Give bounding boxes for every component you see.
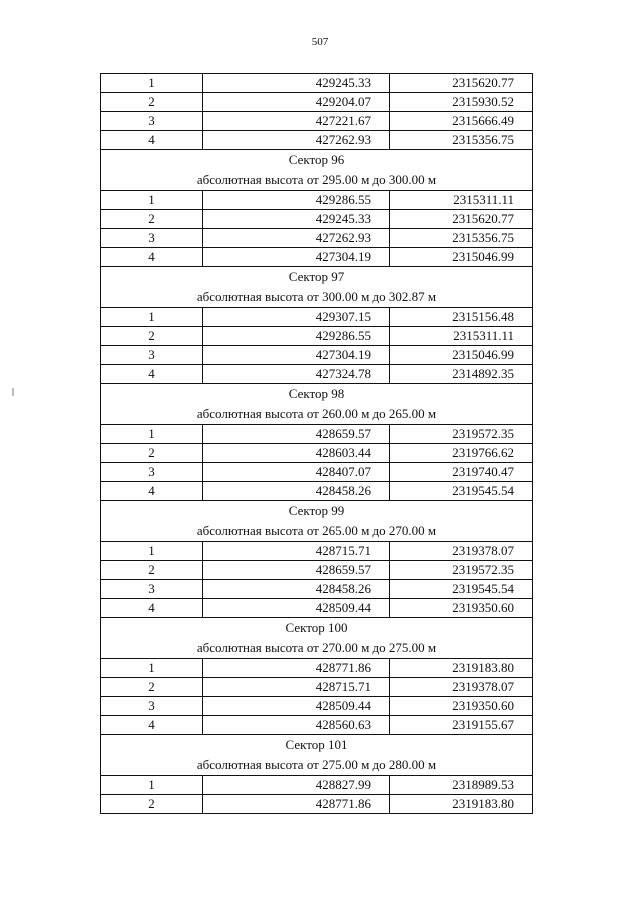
y-coordinate-cell: 2315356.75	[390, 131, 533, 150]
table-row	[101, 482, 533, 501]
sector-header-row	[101, 735, 533, 776]
point-number-cell: 1	[101, 74, 203, 93]
x-coordinate-cell: 429245.33	[203, 74, 390, 93]
table-row	[101, 678, 533, 697]
sector-title: Сектор 100	[285, 620, 348, 635]
x-coordinate-cell: 428458.26	[203, 580, 390, 599]
x-coordinate-cell: 429286.55	[203, 191, 390, 210]
sector-altitude-range: абсолютная высота от 295.00 м до 300.00 м	[196, 172, 437, 187]
point-number-cell: 1	[101, 425, 203, 444]
x-coordinate-cell: 428509.44	[203, 599, 390, 618]
point-number-cell: 1	[101, 191, 203, 210]
x-coordinate-cell: 428407.07	[203, 463, 390, 482]
table-row	[101, 542, 533, 561]
y-coordinate-cell: 2319766.62	[390, 444, 533, 463]
sector-title: Сектор 98	[288, 386, 345, 401]
coordinates-table	[100, 73, 533, 814]
table-row	[101, 308, 533, 327]
sector-altitude-range: абсолютная высота от 300.00 м до 302.87 м	[196, 289, 437, 304]
sector-header	[101, 150, 533, 191]
x-coordinate-cell: 428509.44	[203, 697, 390, 716]
table-row	[101, 112, 533, 131]
table-row	[101, 795, 533, 814]
table-row	[101, 425, 533, 444]
table-row	[101, 327, 533, 346]
x-coordinate-cell: 429245.33	[203, 210, 390, 229]
point-number-cell: 4	[101, 482, 203, 501]
y-coordinate-cell: 2315311.11	[390, 327, 533, 346]
y-coordinate-cell: 2319183.80	[390, 659, 533, 678]
table-row	[101, 365, 533, 384]
x-coordinate-cell: 428715.71	[203, 542, 390, 561]
sector-header-row	[101, 267, 533, 308]
point-number-cell: 1	[101, 542, 203, 561]
y-coordinate-cell: 2319378.07	[390, 678, 533, 697]
x-coordinate-cell: 427304.19	[203, 346, 390, 365]
table-row	[101, 191, 533, 210]
y-coordinate-cell: 2315356.75	[390, 229, 533, 248]
sector-title: Сектор 97	[288, 269, 345, 284]
x-coordinate-cell: 427324.78	[203, 365, 390, 384]
sector-title: Сектор 99	[288, 503, 345, 518]
y-coordinate-cell: 2315930.52	[390, 93, 533, 112]
table-row	[101, 599, 533, 618]
table-row	[101, 93, 533, 112]
table-row	[101, 697, 533, 716]
scan-edge-mark	[12, 388, 14, 396]
point-number-cell: 1	[101, 659, 203, 678]
x-coordinate-cell: 428827.99	[203, 776, 390, 795]
point-number-cell: 2	[101, 93, 203, 112]
x-coordinate-cell: 428560.63	[203, 716, 390, 735]
sector-header	[101, 618, 533, 659]
point-number-cell: 3	[101, 463, 203, 482]
table-row	[101, 248, 533, 267]
page-number: 507	[311, 36, 329, 48]
y-coordinate-cell: 2319183.80	[390, 795, 533, 814]
sector-title: Сектор 101	[285, 737, 348, 752]
sector-header	[101, 267, 533, 308]
table-row	[101, 776, 533, 795]
x-coordinate-cell: 428603.44	[203, 444, 390, 463]
sector-header	[101, 735, 533, 776]
y-coordinate-cell: 2319545.54	[390, 580, 533, 599]
point-number-cell: 3	[101, 229, 203, 248]
sector-altitude-range: абсолютная высота от 265.00 м до 270.00 м	[196, 523, 437, 538]
point-number-cell: 4	[101, 131, 203, 150]
y-coordinate-cell: 2315156.48	[390, 308, 533, 327]
table-row	[101, 561, 533, 580]
y-coordinate-cell: 2315046.99	[390, 346, 533, 365]
x-coordinate-cell: 428659.57	[203, 561, 390, 580]
table-row	[101, 444, 533, 463]
x-coordinate-cell: 429204.07	[203, 93, 390, 112]
sector-altitude-range: абсолютная высота от 275.00 м до 280.00 м	[196, 757, 437, 772]
y-coordinate-cell: 2319572.35	[390, 425, 533, 444]
y-coordinate-cell: 2315620.77	[390, 210, 533, 229]
y-coordinate-cell: 2315046.99	[390, 248, 533, 267]
sector-header-row	[101, 150, 533, 191]
x-coordinate-cell: 428659.57	[203, 425, 390, 444]
x-coordinate-cell: 427221.67	[203, 112, 390, 131]
table-row	[101, 210, 533, 229]
y-coordinate-cell: 2315620.77	[390, 74, 533, 93]
y-coordinate-cell: 2319350.60	[390, 599, 533, 618]
point-number-cell: 3	[101, 346, 203, 365]
x-coordinate-cell: 427304.19	[203, 248, 390, 267]
y-coordinate-cell: 2315311.11	[390, 191, 533, 210]
y-coordinate-cell: 2319545.54	[390, 482, 533, 501]
x-coordinate-cell: 428458.26	[203, 482, 390, 501]
point-number-cell: 3	[101, 580, 203, 599]
y-coordinate-cell: 2314892.35	[390, 365, 533, 384]
table-row	[101, 659, 533, 678]
x-coordinate-cell: 429307.15	[203, 308, 390, 327]
point-number-cell: 4	[101, 365, 203, 384]
sector-header	[101, 384, 533, 425]
sector-altitude-range: абсолютная высота от 260.00 м до 265.00 м	[196, 406, 437, 421]
point-number-cell: 4	[101, 716, 203, 735]
x-coordinate-cell: 427262.93	[203, 131, 390, 150]
table-row	[101, 74, 533, 93]
x-coordinate-cell: 428715.71	[203, 678, 390, 697]
table-row	[101, 131, 533, 150]
point-number-cell: 2	[101, 210, 203, 229]
y-coordinate-cell: 2319378.07	[390, 542, 533, 561]
coordinates-table-body	[101, 74, 533, 814]
point-number-cell: 2	[101, 561, 203, 580]
y-coordinate-cell: 2319350.60	[390, 697, 533, 716]
point-number-cell: 2	[101, 795, 203, 814]
point-number-cell: 3	[101, 697, 203, 716]
point-number-cell: 2	[101, 678, 203, 697]
table-row	[101, 229, 533, 248]
x-coordinate-cell: 428771.86	[203, 659, 390, 678]
y-coordinate-cell: 2319155.67	[390, 716, 533, 735]
sector-header	[101, 501, 533, 542]
sector-title: Сектор 96	[288, 152, 345, 167]
point-number-cell: 2	[101, 327, 203, 346]
sector-header-row	[101, 618, 533, 659]
y-coordinate-cell: 2319740.47	[390, 463, 533, 482]
y-coordinate-cell: 2319572.35	[390, 561, 533, 580]
point-number-cell: 2	[101, 444, 203, 463]
table-row	[101, 346, 533, 365]
point-number-cell: 4	[101, 248, 203, 267]
table-row	[101, 580, 533, 599]
point-number-cell: 1	[101, 776, 203, 795]
sector-header-row	[101, 501, 533, 542]
point-number-cell: 3	[101, 112, 203, 131]
point-number-cell: 4	[101, 599, 203, 618]
sector-altitude-range: абсолютная высота от 270.00 м до 275.00 м	[196, 640, 437, 655]
x-coordinate-cell: 429286.55	[203, 327, 390, 346]
point-number-cell: 1	[101, 308, 203, 327]
x-coordinate-cell: 427262.93	[203, 229, 390, 248]
y-coordinate-cell: 2315666.49	[390, 112, 533, 131]
y-coordinate-cell: 2318989.53	[390, 776, 533, 795]
table-row	[101, 463, 533, 482]
table-row	[101, 716, 533, 735]
sector-header-row	[101, 384, 533, 425]
x-coordinate-cell: 428771.86	[203, 795, 390, 814]
